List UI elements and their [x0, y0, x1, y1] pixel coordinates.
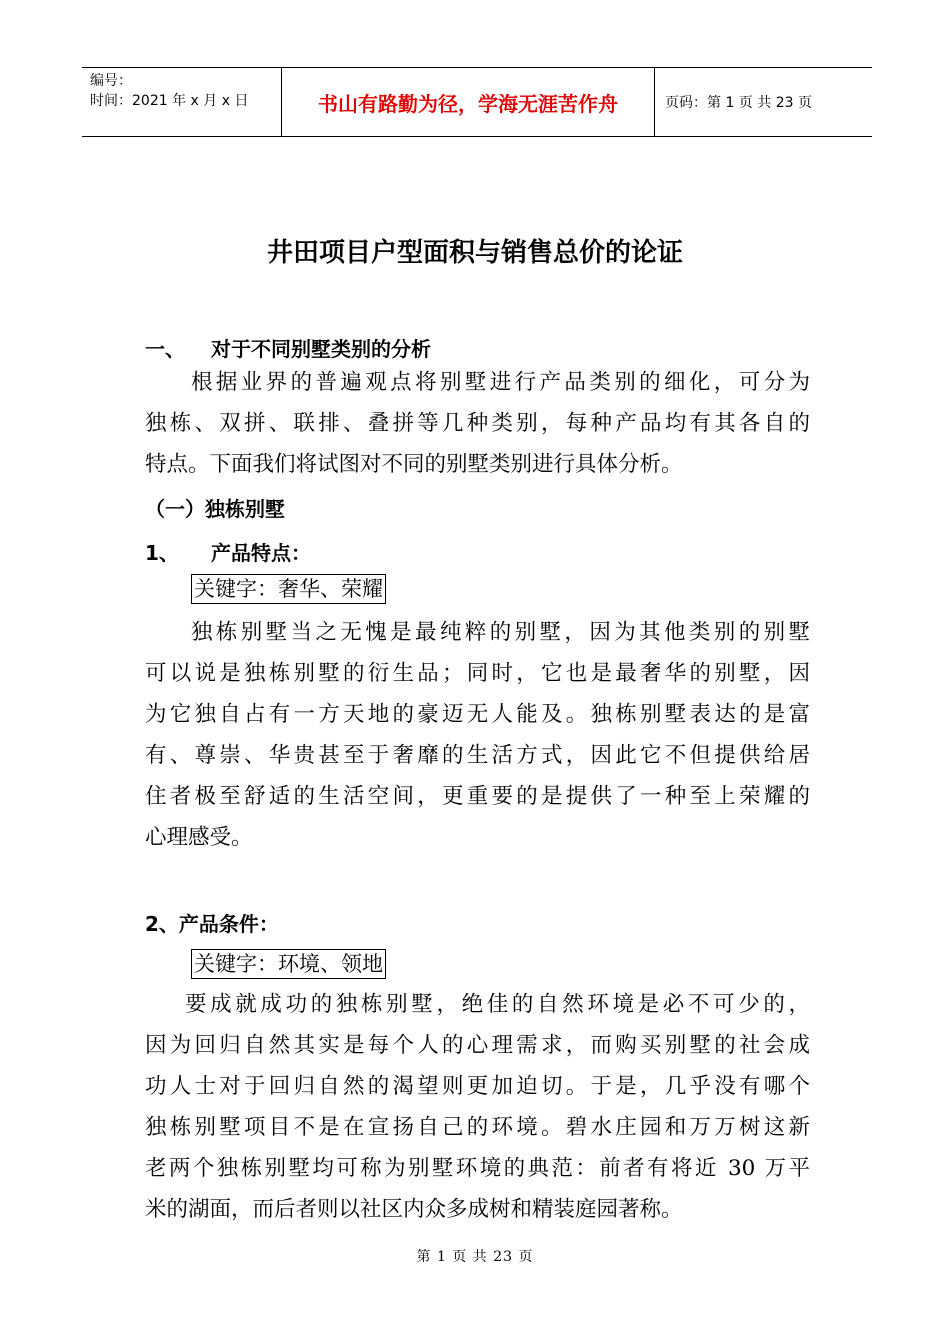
paragraph-line: 可以说是独栋别墅的衍生品；同时，它也是最奢华的别墅，因: [145, 661, 810, 686]
subsection-heading: （一）独栋别墅: [145, 497, 285, 521]
paragraph-line: 独栋别墅当之无愧是最纯粹的别墅，因为其他类别的别墅: [191, 620, 810, 645]
paragraph-line: 老两个独栋别墅均可称为别墅环境的典范：前者有将近 30 万平: [145, 1156, 810, 1181]
document-header: [82, 67, 872, 137]
header-motto: 书山有路勤为径，学海无涯苦作舟: [282, 68, 655, 136]
intro-paragraph: [145, 362, 810, 485]
paragraph-line: 要成就成功的独栋别墅，绝佳的自然环境是必不可少的，: [185, 992, 810, 1017]
page-footer: 第 1 页 共 23 页: [416, 1249, 534, 1265]
item-paragraph: [145, 612, 810, 858]
paragraph-line: 米的湖面，而后者则以社区内众多成树和精装庭园著称。: [145, 1197, 683, 1222]
paragraph-line: 特点。下面我们将试图对不同的别墅类别进行具体分析。: [145, 452, 683, 477]
section-number: 一、: [145, 337, 185, 361]
paragraph-line: 有、尊崇、华贵甚至于奢靡的生活方式，因此它不但提供给居: [145, 743, 810, 768]
section-heading: [145, 333, 431, 362]
section-title: 对于不同别墅类别的分析: [211, 337, 431, 361]
document-title: 井田项目户型面积与销售总价的论证: [266, 238, 683, 268]
item-title: 产品特点：: [211, 541, 311, 565]
header-page-info: 页码：第 1 页 共 23 页: [665, 95, 812, 111]
paragraph-line: 为它独自占有一方天地的豪迈无人能及。独栋别墅表达的是富: [145, 702, 810, 727]
paragraph-line: 独栋别墅项目不是在宣扬自己的环境。碧水庄园和万万树这新: [145, 1115, 810, 1140]
paragraph-line: 功人士对于回归自然的渴望则更加迫切。于是，几乎没有哪个: [145, 1074, 810, 1099]
item-paragraph: [145, 984, 810, 1230]
keyword-box: 关键字：奢华、荣耀: [191, 574, 386, 604]
keyword-box: 关键字：环境、领地: [191, 949, 386, 979]
paragraph-line: 因为回归自然其实是每个人的心理需求，而购买别墅的社会成: [145, 1033, 810, 1058]
time-label: 时间：2021 年 x 月 x 日: [90, 93, 249, 109]
paragraph-line: 心理感受。: [145, 825, 253, 850]
number-label: 编号：: [90, 73, 132, 89]
item-heading: [145, 537, 311, 566]
paragraph-line: 独栋、双拼、联排、叠拼等几种类别，每种产品均有其各自的: [145, 411, 810, 436]
item-number: 1、: [145, 541, 179, 565]
paragraph-line: 住者极至舒适的生活空间，更重要的是提供了一种至上荣耀的: [145, 784, 810, 809]
item-heading: 2、产品条件：: [145, 912, 279, 936]
paragraph-line: 根据业界的普遍观点将别墅进行产品类别的细化，可分为: [191, 370, 810, 395]
header-meta: [82, 68, 282, 136]
